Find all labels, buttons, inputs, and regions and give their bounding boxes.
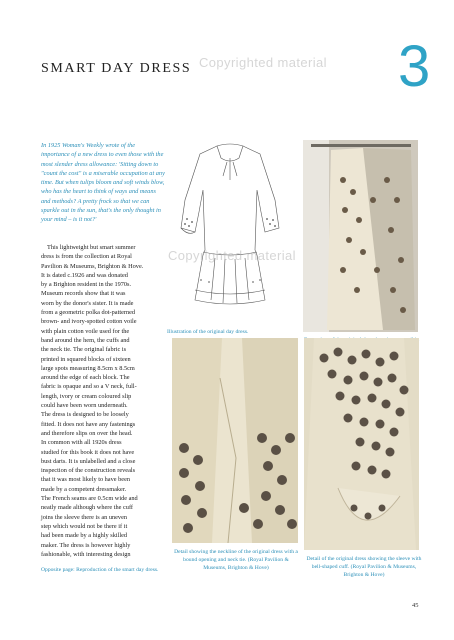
body-text-line: neatly made although where the cuff (41, 504, 134, 512)
dress-illustration (165, 140, 295, 325)
body-text (41, 243, 169, 559)
body-text-line: made by a competent dressmaker. (41, 485, 127, 493)
body-text-line: length, ivory or cream coloured slip (41, 392, 132, 400)
body-text-line: It is dated c.1926 and was donated (41, 271, 128, 279)
body-text-line: fabric is opaque and so a V neck, full- (41, 383, 137, 391)
sleeve-detail-photo (304, 338, 419, 550)
chapter-number: 3 (398, 34, 431, 99)
body-text-line: In common with all 1920s dress (41, 439, 122, 447)
front-view-photo (303, 140, 418, 332)
body-text-line: worn by the donor's sister. It is made (41, 299, 134, 307)
page-number: 45 (412, 602, 419, 609)
body-text-line: fitted. It does not have any fastenings (41, 420, 136, 428)
watermark: Copyrighted material (168, 248, 296, 263)
body-text-line: The dress is designed to be loosely (41, 411, 129, 419)
body-text-line: the neck tie. The original fabric is (41, 346, 127, 354)
body-text-line: with plain cotton voile used for the (41, 327, 130, 335)
body-text-line: studied for this book it does not have (41, 448, 135, 456)
opposite-page-caption: Opposite page: Reproduction of the smart day dress. (41, 567, 159, 573)
body-text-line: large spots measuring 8.5cm x 8.5cm (41, 364, 135, 372)
intro-quote: In 1925 Woman's Weekly wrote of the importance of a new dress to even those with the most slender dress allowance: 'Sitting down to "count the cost" is a miserable occupation at any time. But when tulips bloom and soft winds blow, who has the heart to think of ways and means and methods? A pretty frock so that we can sparkle out in the sun, that's the only thought in your mind – is it not?' (41, 142, 165, 224)
illustration-caption: Illustration of the original day dress. (167, 329, 249, 335)
body-text-line: This lightweight but smart summer (47, 244, 136, 251)
body-text-line: maker. The dress is however highly (41, 541, 131, 549)
body-text-line: dress is from the collection at Royal (41, 253, 132, 261)
sleeve-caption: Detail of the original dress showing the sleeve with bell-shaped cuff. (Royal Pavilion & Museums, Brighton & Hove) (306, 556, 422, 579)
body-text-line: Pavilion & Museums, Brighton & Hove. (41, 262, 144, 270)
watermark-top: Copyrighted material (199, 55, 327, 70)
page-title: SMART DAY DRESS (41, 61, 192, 76)
body-text-line: and therefore slips on over the head. (41, 429, 133, 437)
body-text-line: around the edge of each block. The (41, 374, 130, 382)
neckline-detail-photo (172, 338, 298, 543)
body-text-line: had been made by a highly skilled (41, 532, 128, 540)
neckline-caption: Detail showing the neckline of the original dress with a bound opening and neck tie. (Royal Pavilion & Museums, Brighton & Hove) (174, 549, 298, 572)
body-text-line: bust darts. It is unlabelled and a close (41, 457, 136, 465)
body-text-line: printed in squared blocks of sixteen (41, 355, 131, 363)
body-text-line: that it was most likely to have been (41, 476, 131, 484)
body-text-line: inspection of the construction reveals (41, 467, 136, 475)
body-text-line: brown- and ivory-spotted cotton voile (41, 318, 137, 326)
body-text-line: fashionable, with interesting design (41, 550, 131, 558)
body-text-line: by a Brighton resident in the 1970s. (41, 281, 132, 289)
body-text-line: step which would not be there if it (41, 522, 128, 530)
body-text-line: The French seams are 0.5cm wide and (41, 495, 138, 503)
body-text-line: band around the hem, the cuffs and (41, 336, 130, 344)
body-text-line: Museum records show that it was (41, 290, 126, 298)
body-text-line: joins the sleeve there is an uneven (41, 513, 128, 521)
body-text-line: could have been worn underneath. (41, 402, 128, 410)
body-text-line: from a geometric polka dot-patterned (41, 309, 136, 317)
